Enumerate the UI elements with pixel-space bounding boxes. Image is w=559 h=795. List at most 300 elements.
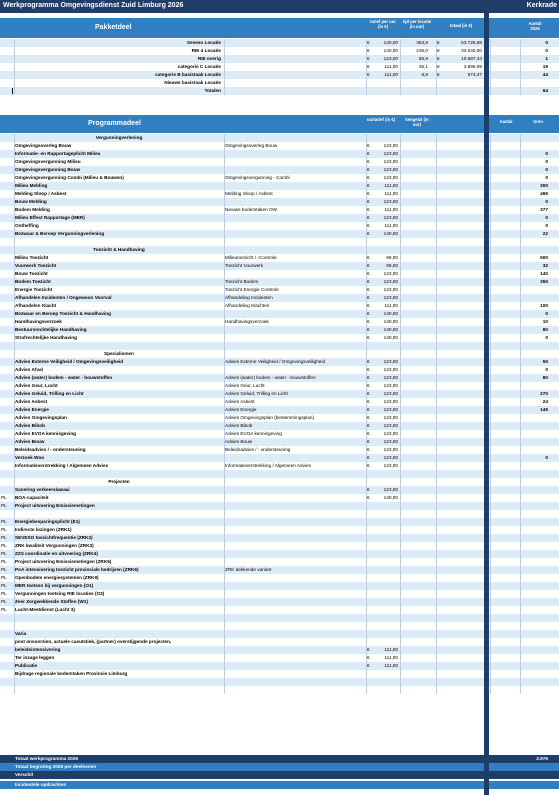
currency-symbol: € — [367, 183, 370, 188]
pakket-row-label: Totalen — [204, 88, 221, 93]
row-sublabel: Beleidsadvies / - ondersteuning — [225, 447, 291, 452]
grid-line — [490, 246, 491, 254]
grid-line — [490, 158, 491, 166]
grid-line — [400, 254, 401, 262]
table-row — [0, 526, 559, 534]
row-sublabel — [225, 150, 365, 158]
row-sublabel — [225, 486, 365, 494]
grid-line — [400, 654, 401, 662]
row-label: Bestuursrechtelijke Handhaving — [15, 327, 87, 332]
grid-line — [436, 646, 437, 654]
pakket-row-aantal — [514, 79, 548, 87]
grid-line — [400, 566, 401, 574]
grid-line — [400, 454, 401, 462]
row-uurtarief: 123,00 — [383, 375, 398, 380]
grid-line — [400, 286, 401, 294]
grid-line — [490, 63, 491, 71]
row-uren — [514, 606, 548, 614]
row-label: Milieu Effect Rapportage (MER) — [15, 215, 85, 220]
currency-symbol: € — [367, 359, 370, 364]
row-sublabel — [225, 534, 365, 542]
pakket-row-totaal: 53.725,98 — [461, 40, 482, 45]
project-marker: PL — [1, 535, 7, 540]
row-uren — [514, 598, 548, 606]
grid-line — [436, 510, 437, 518]
project-marker: PL — [1, 495, 7, 500]
grid-line — [14, 686, 15, 694]
table-row — [0, 582, 559, 590]
grid-line — [366, 686, 367, 694]
row-uren: 0 — [545, 175, 548, 180]
group-header-row — [0, 134, 559, 142]
pakket-row — [0, 71, 559, 79]
grid-line — [224, 470, 225, 478]
grid-line — [366, 246, 367, 254]
table-row — [0, 662, 559, 670]
row-uurtarief: 123,00 — [383, 215, 398, 220]
row-uren — [514, 294, 548, 302]
pakket-row-label: categorie B basistaak Locatie — [155, 72, 221, 77]
grid-line — [490, 486, 491, 494]
grid-line — [400, 294, 401, 302]
grid-line — [436, 222, 437, 230]
grid-line — [436, 598, 437, 606]
grid-line — [436, 654, 437, 662]
pakket-row-aantal: 64 — [542, 88, 548, 93]
row-uren: 0 — [545, 367, 548, 372]
row-sublabel: Toezicht Bodem — [225, 279, 259, 284]
row-label: MER toetsen bij vergunningen (O1) — [15, 583, 94, 588]
pakket-row-tijd — [402, 87, 428, 95]
grid-line — [436, 678, 437, 686]
grid-line — [490, 55, 491, 63]
table-row — [0, 414, 559, 422]
row-uurtarief: 111,00 — [384, 647, 398, 652]
row-uren: 140 — [540, 271, 548, 276]
currency-symbol: € — [367, 663, 370, 668]
row-label: Omgevingsvergunning Bouw — [15, 167, 81, 172]
table-row — [0, 174, 559, 182]
grid-line — [490, 87, 491, 95]
grid-line — [366, 470, 367, 478]
grid-line — [436, 270, 437, 278]
text-cursor — [12, 88, 13, 94]
programma-header-aantal: Aantal — [499, 119, 513, 124]
pakket-row-totaal: 3.896,99 — [463, 64, 482, 69]
project-marker: PL — [1, 551, 7, 556]
row-label: Ontheffing — [15, 223, 39, 228]
row-uren — [514, 630, 548, 638]
grid-line — [436, 686, 437, 694]
grid-line — [436, 550, 437, 558]
grid-line — [366, 678, 367, 686]
grid-line — [400, 678, 401, 686]
grid-line — [436, 142, 437, 150]
row-label: Bijdrage regionale bodemtaken Provincie Limburg — [15, 671, 128, 676]
currency-symbol: € — [437, 48, 440, 53]
grid-line — [436, 502, 437, 510]
grid-line — [400, 79, 401, 87]
row-sublabel — [225, 502, 365, 510]
grid-line — [490, 526, 491, 534]
grid-line — [436, 526, 437, 534]
row-uurtarief: 123,00 — [383, 159, 398, 164]
row-label: Beleidsadvies / - ondersteuning — [15, 447, 86, 452]
grid-line — [520, 622, 521, 630]
row-uurtarief: 123,00 — [383, 279, 398, 284]
row-label: Milieu Toezicht — [15, 255, 49, 260]
grid-line — [436, 230, 437, 238]
pakket-row-aantal: 1 — [545, 56, 548, 61]
row-sublabel — [225, 526, 365, 534]
grid-line — [436, 190, 437, 198]
currency-symbol: € — [367, 423, 370, 428]
row-uren — [514, 590, 548, 598]
grid-line — [490, 446, 491, 454]
grid-line — [490, 614, 491, 622]
table-row — [0, 206, 559, 214]
grid-line — [436, 638, 437, 646]
row-sublabel — [225, 494, 365, 502]
table-row — [0, 454, 559, 462]
table-row — [0, 390, 559, 398]
grid-line — [400, 87, 401, 95]
row-uren: 350 — [540, 279, 548, 284]
grid-line — [436, 438, 437, 446]
currency-symbol: € — [367, 191, 370, 196]
row-sublabel: Advies Energie — [225, 407, 257, 412]
row-uren — [514, 486, 548, 494]
grid-line — [490, 598, 491, 606]
row-uurtarief: 111,00 — [384, 183, 398, 188]
row-uren: 270 — [540, 391, 548, 396]
grid-line — [436, 494, 437, 502]
row-label: Openbodem energiesystemen (ZRK9) — [15, 575, 99, 580]
grid-line — [436, 670, 437, 678]
grid-line — [400, 358, 401, 366]
row-label: Energie Toezicht — [15, 287, 53, 292]
row-sublabel: Omgevingsoverleg Bouw — [225, 143, 278, 148]
grid-line — [400, 206, 401, 214]
grid-line — [436, 150, 437, 158]
pakket-row-label: Nieuwe basistaak Locatie — [164, 80, 221, 85]
grid-line — [436, 302, 437, 310]
grid-line — [436, 414, 437, 422]
table-row — [0, 358, 559, 366]
project-marker: PL — [1, 567, 7, 572]
grid-line — [520, 238, 521, 246]
row-uren: 80 — [542, 375, 548, 380]
footer-total-label: Totaal werkprogramma 2026 — [15, 756, 78, 761]
grid-line — [400, 270, 401, 278]
grid-line — [224, 55, 225, 63]
currency-symbol: € — [367, 311, 370, 316]
grid-line — [436, 422, 437, 430]
table-row — [0, 670, 559, 678]
project-marker: PL — [1, 607, 7, 612]
grid-line — [400, 558, 401, 566]
row-sublabel — [225, 518, 365, 526]
currency-symbol: € — [367, 415, 370, 420]
row-uurtarief: 123,00 — [383, 383, 398, 388]
blank-row — [0, 686, 559, 694]
grid-line — [436, 278, 437, 286]
grid-line — [224, 238, 225, 246]
row-uurtarief — [373, 670, 398, 678]
table-row — [0, 198, 559, 206]
pakket-row-aantal: 44 — [542, 72, 548, 77]
row-uurtarief: 123,00 — [383, 487, 398, 492]
table-row — [0, 446, 559, 454]
row-sublabel — [225, 198, 365, 206]
grid-line — [14, 470, 15, 478]
grid-line — [400, 326, 401, 334]
grid-line — [490, 326, 491, 334]
row-sublabel: Advies Geluid, Trilling en Licht — [225, 391, 288, 396]
row-uren — [514, 670, 548, 678]
row-uurtarief: 123,00 — [383, 167, 398, 172]
grid-line — [400, 158, 401, 166]
grid-line — [224, 686, 225, 694]
pakket-row-tijd: 236,0 — [416, 48, 428, 53]
row-uurtarief: 123,00 — [383, 463, 398, 468]
grid-line — [436, 350, 437, 358]
grid-line — [490, 622, 491, 630]
currency-symbol: € — [437, 56, 440, 61]
grid-line — [14, 614, 15, 622]
grid-line — [436, 262, 437, 270]
currency-symbol: € — [367, 383, 370, 388]
table-row — [0, 382, 559, 390]
grid-line — [366, 510, 367, 518]
pakket-header-tijd: tijd per locatie (in uur) — [402, 19, 432, 29]
table-row — [0, 606, 559, 614]
currency-symbol: € — [367, 367, 370, 372]
currency-symbol: € — [367, 143, 370, 148]
grid-line — [224, 63, 225, 71]
grid-line — [520, 350, 521, 358]
currency-symbol: € — [367, 455, 370, 460]
grid-line — [366, 134, 367, 142]
grid-line — [490, 230, 491, 238]
pakket-row — [0, 79, 559, 87]
row-sublabel: Advies Bibob — [225, 423, 253, 428]
grid-line — [490, 318, 491, 326]
grid-line — [490, 350, 491, 358]
row-label: Vuurwerk Toezicht — [15, 263, 57, 268]
group-label: Vergunningverlening — [95, 135, 143, 140]
table-row — [0, 646, 559, 654]
row-sublabel — [225, 550, 365, 558]
grid-line — [436, 534, 437, 542]
row-label: Advies Afval — [15, 367, 43, 372]
grid-line — [520, 510, 521, 518]
table-row — [0, 278, 559, 286]
table-row — [0, 574, 559, 582]
pakket-header-tarief: tarief per uur (in €) — [370, 19, 396, 29]
footer-incidentele-label: Incidentele opdrachten — [15, 782, 67, 787]
row-uurtarief: 123,00 — [383, 199, 398, 204]
row-sublabel: Advies (water) bodem - water - bouwstoffen — [225, 375, 316, 380]
pakket-row-tarief: 140,00 — [383, 40, 398, 45]
row-uren: 0 — [545, 167, 548, 172]
currency-symbol: € — [367, 159, 370, 164]
grid-line — [436, 430, 437, 438]
grid-line — [400, 366, 401, 374]
grid-line — [490, 39, 491, 47]
table-row — [0, 518, 559, 526]
row-sublabel: Afhandeling Klachten — [225, 303, 270, 308]
row-uurtarief: 123,00 — [383, 143, 398, 148]
row-sublabel — [225, 214, 365, 222]
footer-incidentele-row — [0, 781, 559, 789]
grid-line — [436, 542, 437, 550]
row-label: Advies Bouw — [15, 439, 45, 444]
row-sublabel — [225, 222, 365, 230]
row-uurtarief: 123,00 — [383, 287, 398, 292]
programma-title: Programmadeel — [88, 120, 141, 127]
grid-line — [400, 534, 401, 542]
row-uurtarief — [373, 534, 398, 542]
row-sublabel — [225, 326, 365, 334]
row-uurtarief — [373, 590, 398, 598]
row-label: Omgevingsoverleg Bouw — [15, 143, 72, 148]
grid-line — [490, 222, 491, 230]
grid-line — [400, 350, 401, 358]
grid-line — [400, 494, 401, 502]
row-uurtarief: 123,00 — [383, 455, 398, 460]
row-uurtarief: 123,00 — [383, 391, 398, 396]
row-uren — [514, 422, 548, 430]
row-uurtarief: 123,00 — [383, 415, 398, 420]
row-uurtarief: 123,00 — [383, 271, 398, 276]
row-uren: 149 — [540, 407, 548, 412]
grid-line — [520, 246, 521, 254]
row-uren — [514, 654, 548, 662]
grid-line — [400, 414, 401, 422]
row-label: Sanering verkeerslawaai — [15, 487, 70, 492]
row-label: Project uitvoering Emissiemetingen (ZRK5) — [15, 559, 112, 564]
programma-header-uurtarief: uurtarief (in €) — [366, 117, 396, 122]
table-row — [0, 542, 559, 550]
pakket-row-tarief: 140,00 — [383, 48, 398, 53]
currency-symbol: € — [367, 215, 370, 220]
currency-symbol: € — [367, 407, 370, 412]
grid-line — [400, 238, 401, 246]
row-uren — [514, 646, 548, 654]
grid-line — [400, 438, 401, 446]
row-sublabel: Advies Omgevingsplan (bestemmingsplan) — [225, 415, 315, 420]
pakket-row-aantal: 0 — [545, 48, 548, 53]
group-header-row — [0, 478, 559, 486]
grid-line — [400, 526, 401, 534]
row-uurtarief: 123,00 — [383, 151, 398, 156]
pakket-row-tarief: 111,00 — [384, 72, 398, 77]
grid-line — [400, 686, 401, 694]
pakket-row-totaal — [440, 87, 482, 95]
row-uurtarief — [373, 630, 398, 638]
row-sublabel — [225, 182, 365, 190]
project-marker: PL — [1, 543, 7, 548]
row-uren: 32 — [542, 263, 548, 268]
row-sublabel: Advies Externe Veiligheid / Omgevingsveiligheid — [225, 359, 326, 364]
grid-line — [400, 134, 401, 142]
grid-line — [490, 654, 491, 662]
row-uurtarief: 99,00 — [386, 255, 398, 260]
row-uren — [514, 582, 548, 590]
row-uren — [514, 566, 548, 574]
row-sublabel — [225, 630, 365, 638]
row-sublabel — [225, 670, 365, 678]
grid-line — [400, 518, 401, 526]
row-label: Lucht-Meetdienst (Lucht 3) — [15, 607, 75, 612]
grid-line — [400, 174, 401, 182]
row-sublabel: Advies Geur, Lucht — [225, 383, 265, 388]
row-uren — [514, 550, 548, 558]
grid-line — [490, 342, 491, 350]
row-sublabel: Toezicht Vuurwerk — [225, 263, 264, 268]
grid-line — [490, 142, 491, 150]
grid-line — [490, 294, 491, 302]
grid-line — [490, 534, 491, 542]
currency-symbol: € — [437, 72, 440, 77]
grid-line — [490, 398, 491, 406]
pakket-row — [0, 55, 559, 63]
grid-line — [436, 614, 437, 622]
row-uren — [514, 430, 548, 438]
row-uren — [514, 446, 548, 454]
table-row — [0, 182, 559, 190]
grid-line — [436, 454, 437, 462]
grid-line — [436, 214, 437, 222]
grid-line — [520, 686, 521, 694]
grid-line — [400, 390, 401, 398]
grid-line — [366, 614, 367, 622]
grid-line — [400, 39, 401, 47]
pakket-row-totaal: 10.687,34 — [461, 56, 482, 61]
table-row — [0, 462, 559, 470]
project-marker: PL — [1, 527, 7, 532]
pakket-row-totaal — [440, 79, 482, 87]
row-uurtarief: 111,00 — [384, 223, 398, 228]
grid-line — [400, 486, 401, 494]
row-sublabel — [225, 558, 365, 566]
row-uren — [514, 518, 548, 526]
row-label: Energiebesparingsplicht (E1) — [15, 519, 80, 524]
row-label: Varia — [15, 631, 27, 636]
row-uren — [514, 662, 548, 670]
grid-line — [490, 262, 491, 270]
grid-line — [490, 286, 491, 294]
table-row — [0, 166, 559, 174]
table-row — [0, 270, 559, 278]
pakket-row-tarief — [373, 79, 398, 87]
group-header-row — [0, 350, 559, 358]
row-label: Omgevingsvergunning Combi (Milieu & Bouwen) — [15, 175, 124, 180]
row-sublabel: Advies Asbest — [225, 399, 255, 404]
row-uren: 0 — [545, 311, 548, 316]
currency-symbol: € — [367, 287, 370, 292]
row-sublabel: Informatieverstrekking / Algemeen Advies — [225, 463, 311, 468]
pakket-row-aantal: 19 — [542, 64, 548, 69]
grid-line — [436, 174, 437, 182]
pakket-row-tijd: 35,1 — [418, 64, 428, 69]
currency-symbol: € — [367, 295, 370, 300]
row-sublabel: Toezicht Energie Controle — [225, 287, 279, 292]
row-sublabel — [225, 582, 365, 590]
grid-line — [366, 622, 367, 630]
currency-symbol: € — [437, 40, 440, 45]
